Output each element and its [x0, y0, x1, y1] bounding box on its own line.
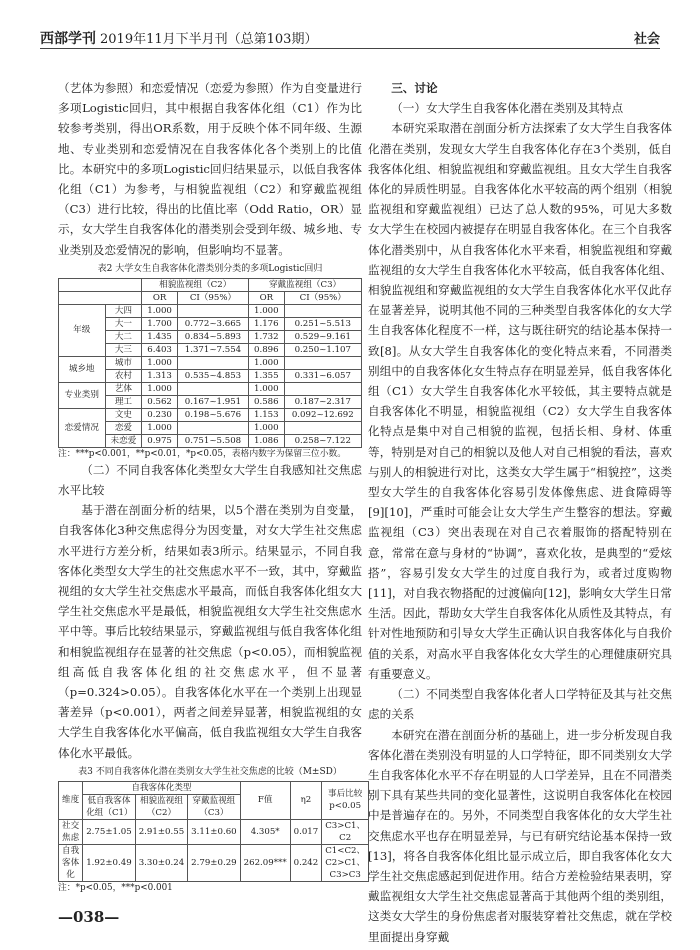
- table-header-row: [59, 278, 362, 291]
- table-caption: 表2 大学女生自我客体化潜类别分类的多项Logistic回归: [97, 263, 323, 274]
- table-cell: 1.000: [249, 304, 285, 317]
- row-group-label: 城乡地: [59, 356, 106, 382]
- table-row: [59, 304, 362, 317]
- issue-info: 2019年11月下半月刊（总第103期）: [100, 32, 318, 47]
- header-cell: CI（95%）: [177, 291, 248, 304]
- table-cell: 6.403: [142, 343, 178, 356]
- header-cell: 事后比较p<0.05: [322, 781, 369, 819]
- row-label: 社交焦虑: [59, 819, 83, 844]
- table-cell: [177, 356, 248, 369]
- paragraph: 本研究采取潜在剖面分析方法探索了女大学生自我客体化潜在类别，发现女大学生自我客体化存在3个类别，低自我客体化组、相貌监视组和穿戴监视组。且女大学生自我客体化的异质性明显。自我客体化水平较高的两个组别（相貌监视组和穿戴监视组）已达了总人数的95%，可见大多数女大学生在校园内被提存在明显自我客体化。在三个自我客体化潜类别中，从自我客体化水平来看，相貌监视组和穿戴监视组的女大学生自我客体化水平较高，低自我客体化组、相貌监视组和穿戴监视组的女大学生自我客体化水平仅此存在显著差异，说明其他不同的三种类型自我客体化的女大学生自我客体化程度不一样，这与既往研究的结论基本保持一致[8]。从女大学生自我客体化的变化特点来看，不同潜类别组中的自我客体化女生特点存在明显差异，低自我客体化组（C1）女大学生自我客体化水平较低，其主要特点就是自我客体化不明显，相貌监视组（C2）女大学生自我客体化特点是集中对自己相貌的监视，包括长相、身材、体重等，特别是对自己的相貌以及他人对自己相貌的看法，喜欢与别人的相貌进行对比，这类女大学生属于“相貌控”，这类型女大学生的自我客体化容易引发体像焦虑、进食障碍等[9][10]，严重时可能会让女大学生产生整容的想法。穿戴监视组（C3）突出表现在对自己衣着服饰的搭配特别在意，常常在意与身材的“协调”，喜欢化妆，是典型的“爱炫搭”，容易引发女大学生的过度自我行为，或者过度购物[11]，对自我衣物搭配的过渡偏向[12]，影响女大学生日常生活。因此，帮助女大学生自我客体化从质性及其特点，有针对性地预防和引导女大学生正确认识自我客体化与自我价值的关系，对高水平自我客体化女大学生的心理健康研究具有重要意义。: [368, 121, 672, 681]
- table-cell: 0.772~3.665: [177, 317, 248, 330]
- table-cell: C1<C2、C2>C1、C3>C3: [322, 844, 369, 881]
- section-heading: （一）女大学生自我客体化潜在类别及其特点: [391, 101, 624, 116]
- header-cell: 相貌监视组（C2）: [142, 278, 249, 291]
- table-cell: 0.529~9.161: [284, 330, 361, 343]
- row-label: 恋爱: [105, 421, 142, 434]
- table-cell: 1.000: [142, 356, 178, 369]
- table-cell: 0.975: [142, 434, 178, 447]
- table-cell: 0.896: [249, 343, 285, 356]
- table-cell: 1.435: [142, 330, 178, 343]
- table-cell: 1.355: [249, 369, 285, 382]
- table-cell: 1.176: [249, 317, 285, 330]
- table-cell: [284, 304, 361, 317]
- table-row: [59, 408, 362, 421]
- table-cell: 1.000: [249, 356, 285, 369]
- table-cell: [284, 421, 361, 434]
- table-cell: 1.153: [249, 408, 285, 421]
- table-cell: C3>C1、C2: [322, 819, 369, 844]
- left-column: [58, 78, 366, 894]
- header-cell: OR: [142, 291, 178, 304]
- row-label: 农村: [105, 369, 142, 382]
- table-cell: 0.167~1.951: [177, 395, 248, 408]
- table-cell: 1.92±0.49: [83, 844, 135, 881]
- paragraph: 本研究在潜在剖面分析的基础上，进一步分析发现自我客体化潜在类别没有明显的人口学特征，即不同类别女大学生自我客体化水平不存在明显的人口学差异，且在不同潜类别下具有某些共同的变化显著性，这说明自我客体化在校园中是普遍存在的。另外，不同类型自我客体化的女大学生社交焦虑水平也存在明显差异，与已有研究结论基本保持一致[13]，将各自我客体化组比显示成立后，即自我客体化女大学生社交焦虑感起到促进作用。结合方差检验结果表明，穿戴监视组女大学生社交焦虑显著高于其他两个组的类别组，这类女大学生的身份焦虑者对服装穿着社交焦虑，就在学校里面提出身穿戴: [368, 727, 672, 944]
- table-cell: 0.258~7.122: [284, 434, 361, 447]
- table-note: 注：***p<0.001，**p<0.01，*p<0.05，表格内数字为保留三位小数。: [58, 448, 347, 459]
- header-cell: 维度: [59, 781, 83, 819]
- table-row: [59, 819, 369, 844]
- row-group-label: 恋爱情况: [59, 408, 106, 447]
- table-row: [59, 844, 369, 881]
- right-column: [368, 78, 672, 947]
- table-cell: 0.251~5.513: [284, 317, 361, 330]
- row-label: 自我客体化: [59, 844, 83, 881]
- table-cell: 0.535~4.853: [177, 369, 248, 382]
- header-cell: [59, 278, 142, 291]
- journal-name: 西部学刊: [40, 31, 96, 47]
- table-cell: 1.086: [249, 434, 285, 447]
- row-label: 城市: [105, 356, 142, 369]
- section-heading: （二）不同类型自我客体化者人口学特征及其与社交焦虑的关系: [368, 687, 672, 722]
- header-cell: F值: [240, 781, 290, 819]
- row-label: 文史: [105, 408, 142, 421]
- row-label: 大二: [105, 330, 142, 343]
- row-label: 理工: [105, 395, 142, 408]
- table-cell: 3.11±0.60: [188, 819, 240, 844]
- table-cell: 1.371~7.554: [177, 343, 248, 356]
- table-header-row: [59, 781, 369, 794]
- journal-header: [40, 28, 317, 48]
- header-cell: [59, 291, 142, 304]
- table-cell: 0.017: [290, 819, 322, 844]
- paragraph: （艺体为参照）和恋爱情况（恋爱为参照）作为自变量进行多项Logistic回归，其中根据自我客体化组（C1）作为比较参考类别，得出OR系数，用于反映个体不同年级、生源地、专业类别和恋爱情况在自我客体化各个类别上的比值比。本研究中的多项Logistic回归结果显示，以低自我客体化组（C1）为参考，与相貌监视组（C2）和穿戴监视组（C3）进行比较，得出的比值比率（Odd Ratio，OR）显示，女大学生自我客体化的潜类别会受到年级、城乡地、专业类别及恋爱情况的影响，但影响均不显著。: [58, 81, 362, 257]
- row-label: 未恋爱: [105, 434, 142, 447]
- table-header-row: [59, 291, 362, 304]
- table-cell: 0.331~6.057: [284, 369, 361, 382]
- section-heading: （二）不同自我客体化类型女大学生自我感知社交焦虑水平比较: [58, 462, 362, 498]
- table-cell: 262.09***: [240, 844, 290, 881]
- row-label: 大一: [105, 317, 142, 330]
- logistic-table: [58, 278, 362, 448]
- header-cell: 穿戴监视组（C3）: [188, 794, 240, 819]
- table-note: 注：*p<0.05，***p<0.001: [58, 882, 173, 893]
- row-label: 艺体: [105, 382, 142, 395]
- table-cell: 0.242: [290, 844, 322, 881]
- table-cell: [177, 421, 248, 434]
- table-cell: 0.198~5.676: [177, 408, 248, 421]
- table-cell: 0.230: [142, 408, 178, 421]
- table-cell: 1.700: [142, 317, 178, 330]
- table-cell: 1.000: [142, 421, 178, 434]
- table-cell: 0.562: [142, 395, 178, 408]
- table-cell: 2.75±1.05: [83, 819, 135, 844]
- table-cell: [284, 382, 361, 395]
- section-title: 三、讨论: [391, 81, 438, 95]
- anova-table: [58, 781, 369, 882]
- table-cell: 3.30±0.24: [135, 844, 187, 881]
- page-number: —038—: [58, 908, 120, 926]
- header-cell: η2: [290, 781, 322, 819]
- table-cell: 0.092~12.692: [284, 408, 361, 421]
- table-row: [59, 382, 362, 395]
- table-cell: 0.751~5.508: [177, 434, 248, 447]
- table-cell: 0.834~5.893: [177, 330, 248, 343]
- header-cell: 穿戴监视组（C3）: [249, 278, 362, 291]
- table-cell: 1.000: [249, 421, 285, 434]
- table-cell: 2.91±0.55: [135, 819, 187, 844]
- table-cell: 1.000: [142, 304, 178, 317]
- section-name: 社会: [633, 32, 660, 47]
- header-cell: 相貌监视组（C2）: [135, 794, 187, 819]
- table-cell: 2.79±0.29: [188, 844, 240, 881]
- table-cell: 0.187~2.317: [284, 395, 361, 408]
- table-row: [59, 356, 362, 369]
- row-group-label: 专业类别: [59, 382, 106, 408]
- table-cell: [284, 356, 361, 369]
- table-cell: 1.313: [142, 369, 178, 382]
- page-header: [40, 22, 660, 49]
- table-cell: 0.586: [249, 395, 285, 408]
- table-caption: 表3 不同自我客体化潜在类别女大学生社交焦虑的比较（M±SD）: [78, 766, 342, 777]
- header-cell: CI（95%）: [284, 291, 361, 304]
- table-cell: 1.000: [142, 382, 178, 395]
- header-cell: 自我客体化类型: [83, 781, 240, 794]
- row-group-label: 年级: [59, 304, 106, 356]
- header-cell: 低自我客体化组（C1）: [83, 794, 135, 819]
- row-label: 大三: [105, 343, 142, 356]
- paragraph: 基于潜在剖面分析的结果，以5个潜在类别为自变量，自我客体化3种交焦虑得分为因变量，对女大学生社交焦虑水平进行方差分析，结果如表3所示。结果显示，不同自我客体化类型女大学生的社交焦虑水平不一致，其中，穿戴监视组的女大学生社交焦虑水平最高，而低自我客体化组女大学生社交焦虑水平是最低，相貌监视组女大学生社交焦虑水平中等。事后比较结果显示，穿戴监视组与低自我客体化组和相貌监视组存在显著的社交焦虑（p<0.05），而相貌监视组高低自我客体化组的社交焦虑水平，但不显著（p=0.324>0.05）。自我客体化水平在一个类别上出现显著差异（p<0.001），两者之间差异显著，相貌监视组的女大学生自我客体化水平偏高，低自我监视组女大学生自我客体化水平最低。: [58, 503, 362, 760]
- table-cell: [177, 304, 248, 317]
- table-cell: [177, 382, 248, 395]
- table-cell: 1.732: [249, 330, 285, 343]
- table-cell: 1.000: [249, 382, 285, 395]
- table-cell: 4.305*: [240, 819, 290, 844]
- row-label: 大四: [105, 304, 142, 317]
- table-cell: 0.250~1.107: [284, 343, 361, 356]
- header-cell: OR: [249, 291, 285, 304]
